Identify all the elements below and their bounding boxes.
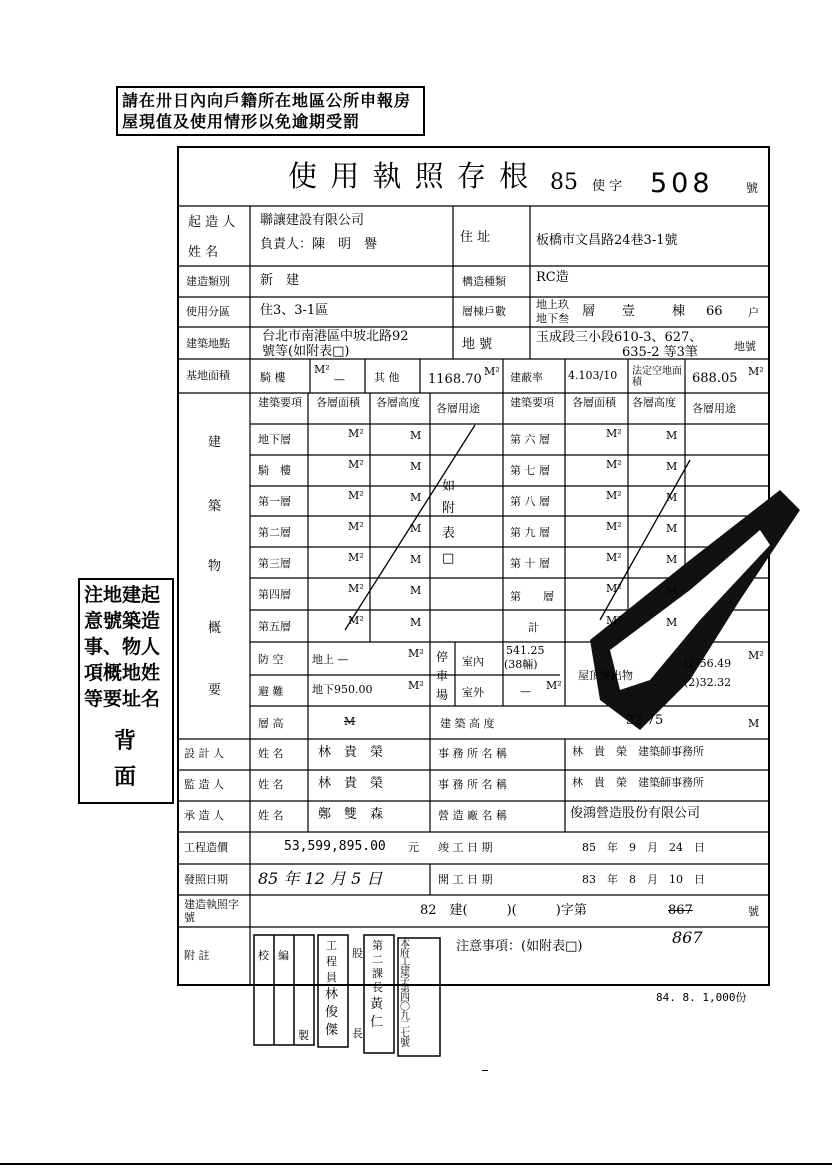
unit-m: M — [666, 553, 678, 566]
value-use-zone: 住3、3-1區 — [260, 303, 329, 318]
unit-bldg-height: M — [748, 717, 760, 730]
value-other-area: 1168.70 — [428, 372, 482, 387]
attached-mark: 表 — [442, 526, 456, 541]
notice-line-2: 屋現值及使用情形以免逾期受罰 — [122, 112, 361, 131]
label-start: 開 工 日 期 — [438, 873, 493, 886]
unit-m2: M² — [348, 551, 364, 564]
unit-m2: M² — [348, 458, 364, 471]
unit-m2: M² — [606, 520, 622, 533]
unit-m2: M² — [606, 458, 622, 471]
stamp-engineer: 俊 — [325, 1005, 339, 1020]
floor-row-label: 地下層 — [258, 433, 291, 446]
stamp-section: 課 — [372, 967, 383, 980]
unit-m: M — [410, 491, 422, 504]
permit-suffix: 號 — [746, 181, 759, 195]
label-designer: 設 計 人 — [184, 747, 224, 760]
value-bldg-count: 壹 — [622, 304, 636, 319]
label-name: 姓 名 — [188, 245, 219, 260]
stamp-ref-char: 本 — [400, 939, 410, 950]
value-bldg-unit: 棟 — [672, 304, 686, 319]
header-item-right: 建築要項 — [510, 396, 554, 409]
stamp-ref-char: 九 — [400, 1011, 410, 1022]
floor-row-label: 第 八 層 — [510, 495, 550, 508]
unit-m: M — [666, 616, 678, 629]
label-bldg-outline: 物 — [208, 559, 222, 574]
stamp-engineer: 傑 — [325, 1023, 339, 1038]
stamp-ref-char: 號 — [400, 1038, 410, 1049]
unit-evacuation: M² — [408, 679, 424, 692]
floor-row-label: 第四層 — [258, 588, 291, 601]
bottom-edge-line — [0, 1163, 832, 1165]
label-floors-units: 層棟戶數 — [462, 305, 506, 318]
value-supervisor: 林 貴 榮 — [318, 776, 384, 791]
unit-m2: M² — [348, 582, 364, 595]
stamp-engineer: 林 — [325, 987, 339, 1002]
stamp-side-label: 校 — [258, 949, 269, 962]
stamp-engineer: 程 — [326, 955, 337, 968]
floor-row-label: 計 — [528, 621, 539, 634]
header-height-left: 各層高度 — [376, 396, 420, 409]
label-arcade: 騎 樓 — [260, 371, 286, 384]
header-item-left: 建築要項 — [258, 396, 302, 409]
label-notes: 注意事項：(如附表□) — [456, 939, 583, 954]
value-roof-1: (1)56.49 — [684, 657, 732, 670]
bottom-dash — [482, 1070, 488, 1071]
notice-line-1: 請在卅日內向戶籍所在地區公所申報房 — [122, 91, 412, 110]
label-supervisor-name: 姓 名 — [258, 778, 284, 791]
label-coverage: 建蔽率 — [510, 371, 543, 384]
unit-roof: M² — [748, 649, 764, 662]
value-supervisor-office: 林 貴 榮 建築師事務所 — [572, 776, 704, 789]
attached-mark: 如 — [442, 479, 456, 494]
label-site-location: 建築地點 — [186, 337, 230, 350]
value-land-no-2: 635-2 等3筆 — [622, 345, 698, 360]
side-note-line: 意號築造 — [84, 610, 161, 632]
attached-mark: □ — [442, 551, 455, 566]
value-site-addr-2: 號等(如附表□) — [262, 344, 350, 359]
value-air-raid: 地上 — — [312, 653, 349, 666]
value-completion: 85 年 9 月 24 日 — [582, 841, 705, 854]
header-area-left: 各層面積 — [316, 396, 360, 409]
label-contractor: 承 造 人 — [184, 809, 224, 822]
form-title: 使 用 執 照 存 根 — [288, 159, 531, 193]
label-completion: 竣 工 日 期 — [438, 841, 493, 854]
value-contractor: 鄭 雙 森 — [318, 807, 384, 822]
floor-row-label: 第二層 — [258, 526, 291, 539]
floor-row-label: 第 六 層 — [510, 433, 550, 446]
floor-row-label: 第一層 — [258, 495, 291, 508]
label-bldg-outline: 要 — [208, 683, 222, 698]
value-site-addr-1: 台北市南港區中坡北路92 — [262, 329, 409, 344]
value-floor-height: M — [344, 715, 356, 728]
stamp-ref-char: 七 — [400, 1029, 410, 1040]
label-issue-date: 發照日期 — [184, 873, 228, 886]
value-open-space: 688.05 — [692, 371, 738, 386]
value-outdoor: — — [520, 685, 531, 698]
unit-air-raid: M² — [408, 647, 424, 660]
value-cost-unit: 元 — [408, 841, 419, 854]
unit-m2: M² — [348, 489, 364, 502]
handwritten-note: 867 — [672, 928, 703, 947]
stamp-section: 第 — [372, 939, 383, 952]
unit-m2: M² — [348, 427, 364, 440]
floor-row-label: 第三層 — [258, 557, 291, 570]
stamp-ref-char: 字 — [400, 975, 410, 986]
side-note-line: 注地建起 — [84, 584, 161, 606]
stamp-engineer: 工 — [326, 939, 337, 952]
value-land-no-suffix: 地號 — [734, 340, 756, 353]
unit-m: M — [666, 429, 678, 442]
value-person-in-charge: 負責人：陳 明 譽 — [260, 237, 378, 252]
label-roof: 屋頂突出物 — [578, 669, 633, 682]
unit-m: M — [666, 491, 678, 504]
floor-row-label: 第 九 層 — [510, 526, 550, 539]
value-floors-below: 地下叁 — [536, 312, 569, 325]
stamp-ref-char: 工 — [400, 957, 410, 968]
label-applicant: 起 造 人 — [188, 215, 236, 230]
label-other: 其 他 — [374, 371, 400, 384]
value-roof-2: (2)32.32 — [684, 676, 732, 689]
label-address: 住 址 — [460, 230, 491, 245]
floor-row-label: 第 七 層 — [510, 464, 550, 477]
floor-row-label: 第五層 — [258, 620, 291, 633]
unit-m2: M² — [606, 551, 622, 564]
value-arcade-dash: — — [334, 373, 345, 386]
label-bldg-outline: 概 — [208, 621, 222, 636]
print-info: 84. 8. 1,000份 — [656, 991, 747, 1004]
side-note-line: 項概地姓 — [84, 662, 161, 684]
value-coverage: 4.103/10 — [568, 369, 618, 382]
unit-m: M — [666, 584, 678, 597]
stamp-section: 二 — [372, 953, 383, 966]
stamp-ref-char: 第 — [400, 984, 410, 995]
header-area-right: 各層面積 — [572, 396, 616, 409]
value-permit-no: 867 — [668, 903, 693, 918]
unit-m: M — [410, 460, 422, 473]
value-indoor: 541.25 — [506, 644, 545, 657]
label-remarks: 附 註 — [184, 949, 210, 962]
value-households: 66 — [706, 304, 723, 319]
side-note-face: 面 — [114, 764, 137, 790]
unit-m: M — [666, 522, 678, 535]
permit-char: 使 字 — [592, 179, 623, 194]
unit-m: M — [410, 616, 422, 629]
unit-m: M — [410, 553, 422, 566]
unit-outdoor: M² — [546, 679, 562, 692]
label-structure-type: 構造種類 — [462, 275, 506, 288]
value-floors-unit: 層 — [582, 304, 596, 319]
value-issue-date: 85 年 12 月 5 日 — [258, 869, 383, 888]
label-contractor-firm: 營 造 廠 名 稱 — [438, 809, 507, 822]
stamp-ref-char: 四 — [400, 993, 410, 1004]
value-start: 83 年 8 月 10 日 — [582, 873, 705, 886]
label-designer-office: 事 務 所 名 稱 — [438, 747, 507, 760]
permit-year: 85 — [550, 170, 578, 195]
label-designer-name: 姓 名 — [258, 747, 284, 760]
unit-m: M — [666, 460, 678, 473]
stamp-section: 長 — [372, 981, 383, 994]
label-air-raid: 防 空 — [258, 653, 284, 666]
label-supervisor-office: 事 務 所 名 稱 — [438, 778, 507, 791]
value-floors-above: 地上玖 — [536, 298, 569, 311]
header-use-right: 各層用途 — [692, 402, 736, 415]
unit-m2: M² — [606, 582, 622, 595]
label-open-space: 法定空地面積 — [632, 366, 682, 388]
label-cost: 工程造價 — [184, 841, 228, 854]
stamp-ref-char: 建 — [400, 966, 410, 977]
stamp-side-label: 編 — [278, 949, 289, 962]
value-designer-office: 林 貴 榮 建築師事務所 — [572, 745, 704, 758]
label-contractor-name: 姓 名 — [258, 809, 284, 822]
stamp-ref-char: 二 — [400, 1020, 410, 1031]
permit-number: 508 — [650, 168, 714, 199]
label-site-area: 基地面積 — [186, 369, 230, 382]
attached-mark: 附 — [442, 501, 456, 516]
side-note-line: 等要址名 — [84, 688, 161, 710]
unit-m: M — [410, 522, 422, 535]
value-evacuation: 地下950.00 — [312, 683, 373, 696]
label-permit-no: 建造執照字號 — [184, 898, 239, 924]
label-indoor: 室內 — [462, 655, 484, 668]
label-land-no: 地 號 — [462, 337, 493, 352]
floor-row-label: 第 十 層 — [510, 557, 550, 570]
stamp-ref-char: 〇 — [400, 1002, 410, 1013]
value-contractor-firm: 俊鴻營造股份有限公司 — [570, 806, 701, 821]
side-note-line: 事、物人 — [84, 636, 161, 658]
value-company: 聯讓建設有限公司 — [260, 213, 365, 228]
label-bldg-outline: 築 — [208, 499, 222, 514]
value-permit: 82 建( )( )字第 — [420, 903, 587, 918]
label-evacuation: 避 難 — [258, 685, 284, 698]
unit-m: M — [410, 429, 422, 442]
label-outdoor: 室外 — [462, 686, 484, 699]
label-bldg-height: 建 築 高 度 — [440, 717, 495, 730]
stamp-reference — [400, 940, 440, 1048]
stamp-side-label: 製 — [298, 1029, 309, 1042]
unit-m2: M² — [606, 614, 622, 627]
value-other-m2: M² — [484, 365, 500, 378]
floor-row-label: 騎 樓 — [258, 464, 291, 477]
stamp-section: 仁 — [370, 1015, 384, 1030]
stamp-section: 黃 — [370, 997, 384, 1012]
value-build-type: 新 建 — [260, 273, 300, 288]
value-arcade-m2: M² — [314, 363, 330, 376]
label-bldg-outline: 建 — [208, 435, 222, 450]
stamp-chief: 股 — [352, 947, 363, 960]
value-bldg-height: 32.75 — [626, 713, 664, 728]
value-land-no-1: 玉成段三小段610-3、627、 — [536, 330, 703, 345]
value-indoor-cars: (38輛) — [504, 658, 538, 671]
label-supervisor: 監 造 人 — [184, 778, 224, 791]
unit-m2: M² — [606, 427, 622, 440]
label-use-zone: 使用分區 — [186, 305, 230, 318]
side-note-back: 背 — [114, 728, 137, 754]
label-floor-height: 層 高 — [258, 717, 284, 730]
header-height-right: 各層高度 — [632, 396, 676, 409]
unit-m2: M² — [348, 520, 364, 533]
stamp-engineer: 員 — [326, 971, 337, 984]
value-designer: 林 貴 榮 — [318, 745, 384, 760]
floor-row-label: 第 層 — [510, 590, 554, 603]
value-open-space-m2: M² — [748, 365, 764, 378]
value-permit-suffix: 號 — [748, 905, 759, 918]
stamp-chief: 長 — [352, 1027, 363, 1040]
value-structure: RC造 — [536, 270, 569, 285]
unit-m2: M² — [348, 614, 364, 627]
value-address: 板橋市文昌路24巷3-1號 — [536, 233, 678, 248]
value-hh-unit: 户 — [748, 306, 759, 319]
unit-m: M — [410, 584, 422, 597]
label-build-type: 建造類別 — [186, 275, 230, 288]
header-use-left: 各層用途 — [436, 402, 480, 415]
stamp-ref-char: 府 — [400, 948, 410, 959]
value-cost: 53,599,895.00 — [284, 839, 386, 854]
unit-m2: M² — [606, 489, 622, 502]
label-parking: 停車場 — [436, 650, 449, 702]
